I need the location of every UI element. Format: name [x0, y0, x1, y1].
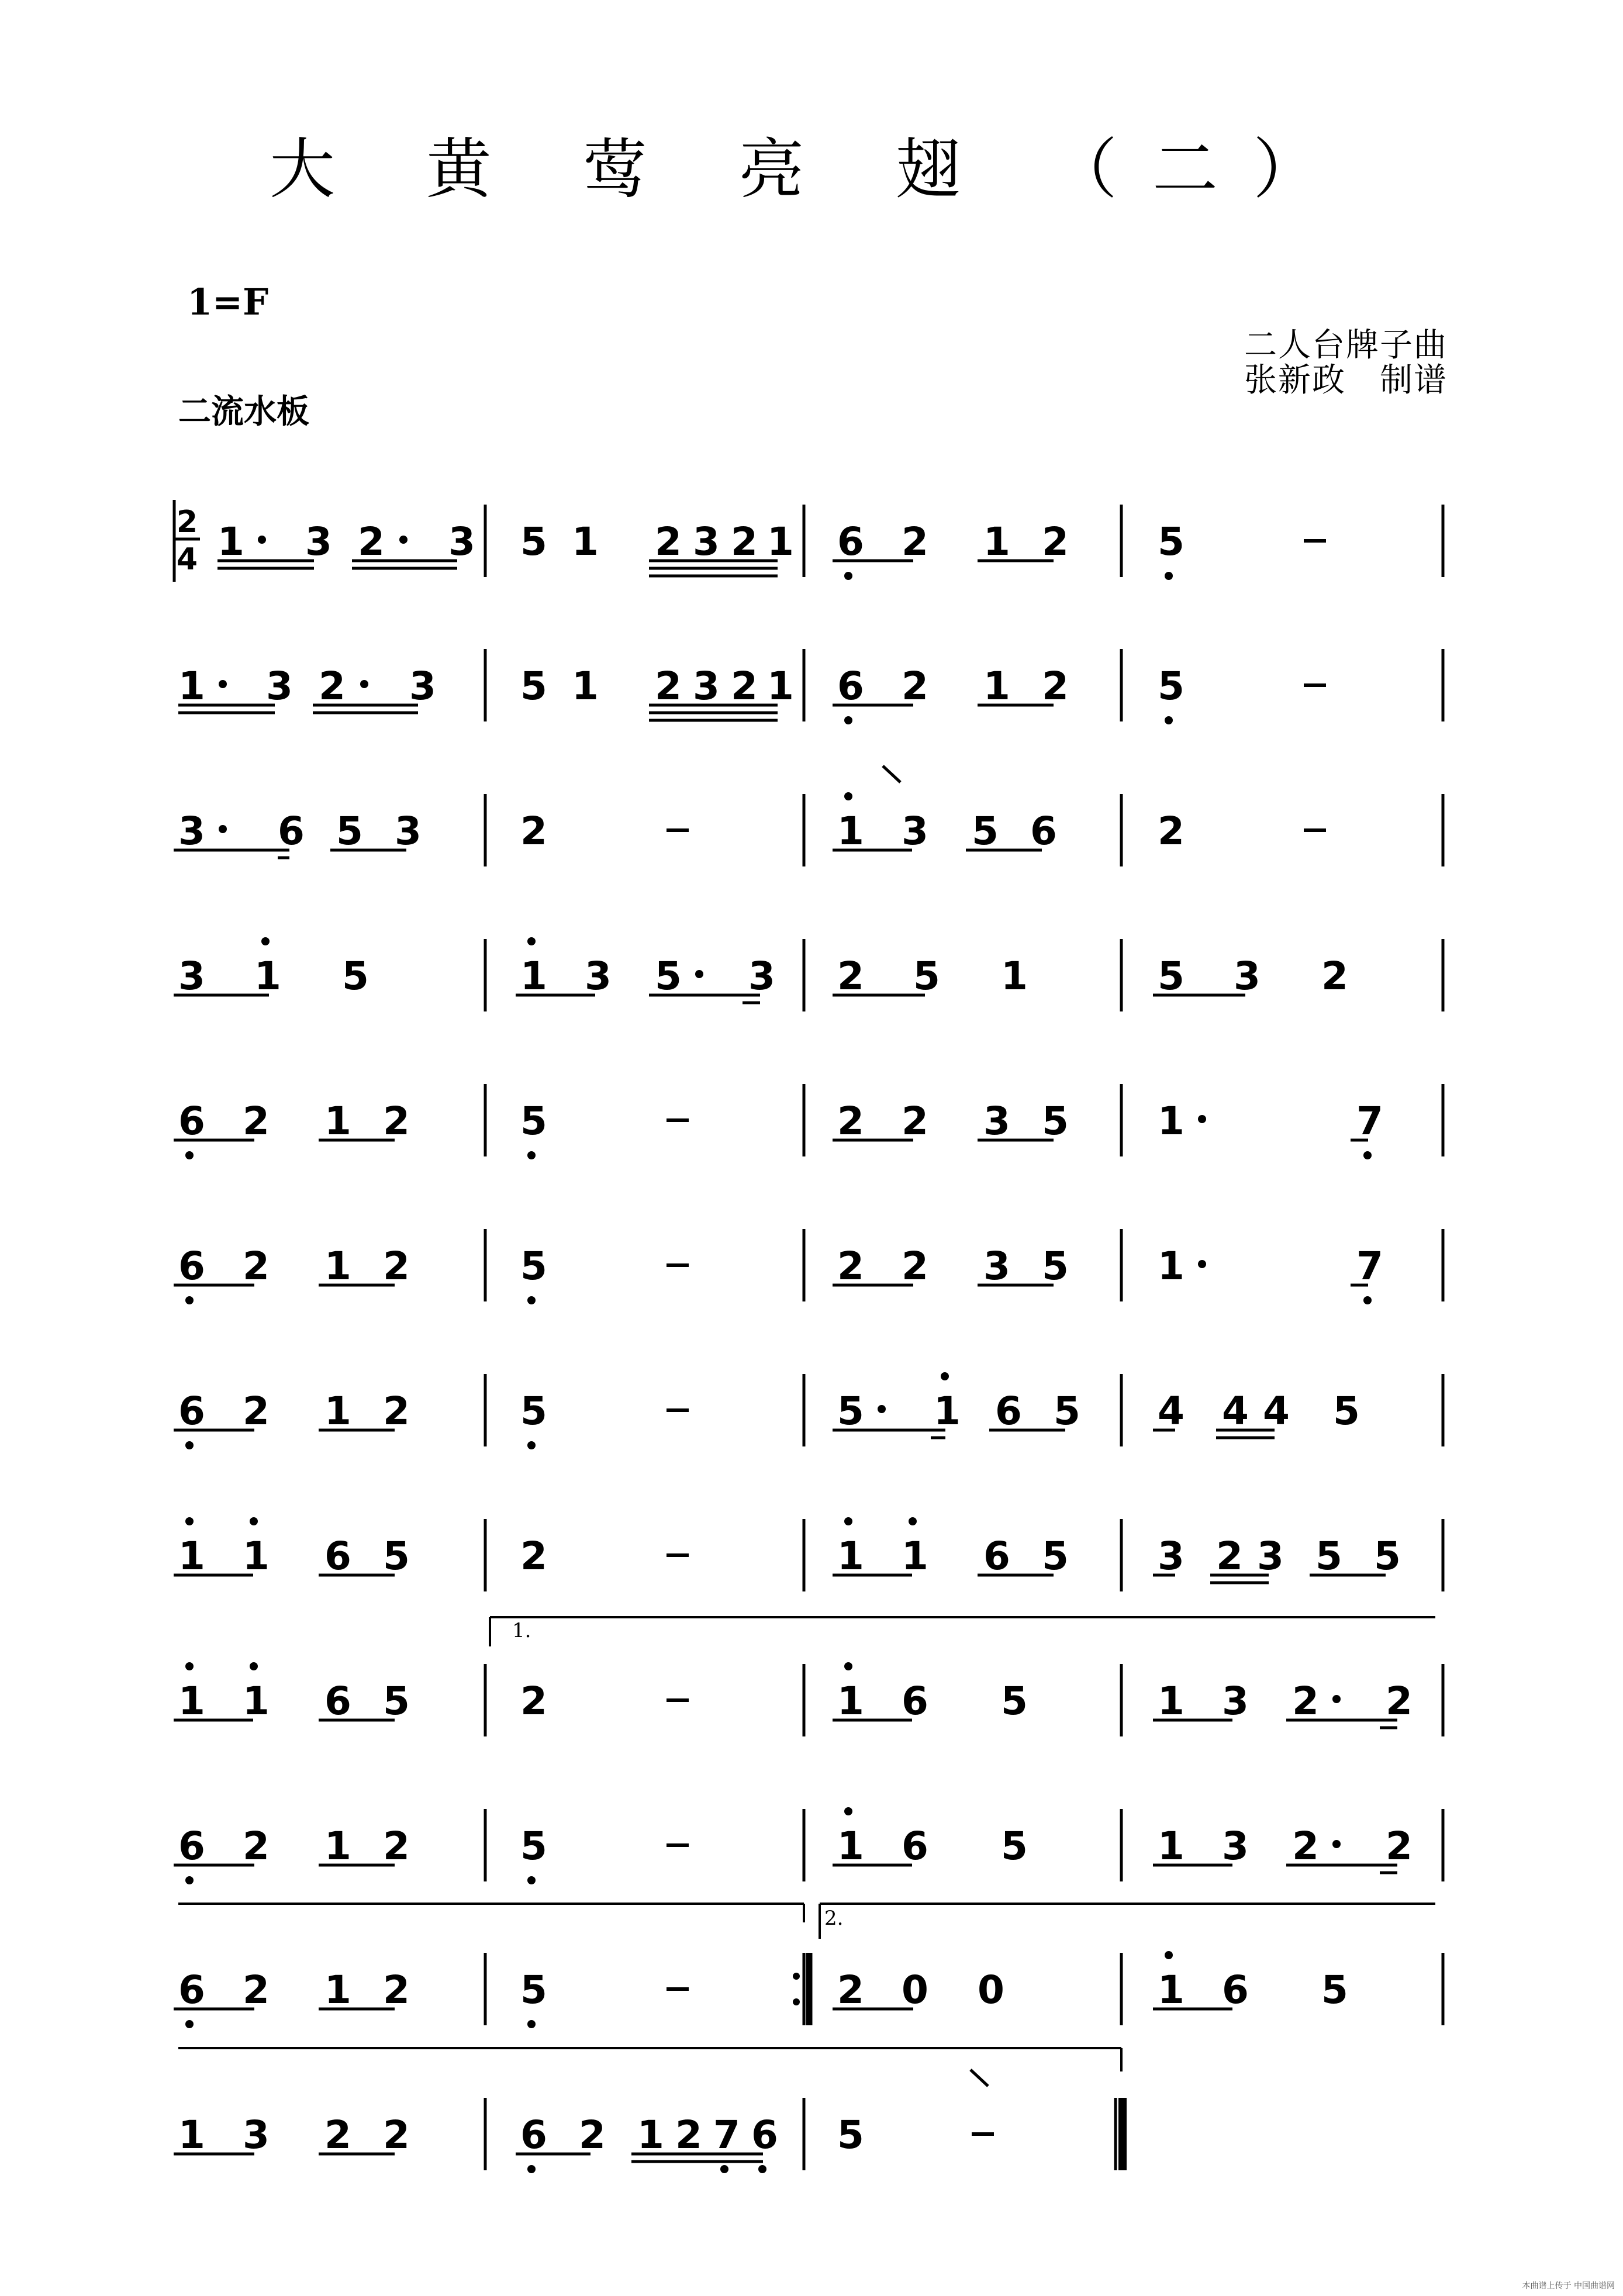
- note: 5: [1158, 664, 1185, 709]
- octave-dot-low: [527, 1441, 536, 1449]
- note: 3: [1234, 954, 1261, 999]
- note: 1: [243, 1534, 270, 1579]
- note: 1: [178, 664, 205, 709]
- augmentation-dot: [1198, 1115, 1206, 1123]
- note: 3: [305, 519, 332, 564]
- note: 1: [1158, 1824, 1185, 1869]
- note: 5: [1054, 1389, 1080, 1434]
- augmentation-dot: [219, 825, 227, 833]
- note: 5: [1321, 1967, 1348, 2012]
- note: 5: [520, 1824, 547, 1869]
- arranger-credit: 张新政 制谱: [1244, 361, 1448, 399]
- note: 6: [902, 1679, 928, 1724]
- note: 5: [1042, 1244, 1069, 1289]
- octave-dot-low: [1363, 1296, 1372, 1304]
- octave-dot-high: [250, 1662, 258, 1670]
- second-ending-label: 2.: [824, 1907, 844, 1930]
- note: 6: [324, 1534, 351, 1579]
- note: 6: [1222, 1967, 1249, 2012]
- note: 6: [902, 1824, 928, 1869]
- octave-dot-high: [261, 937, 270, 945]
- note: 2: [655, 519, 682, 564]
- octave-dot-high: [185, 1662, 194, 1670]
- note: 2: [1292, 1824, 1319, 1869]
- first-ending-label: 1.: [512, 1619, 531, 1642]
- note: 1: [178, 2112, 205, 2157]
- note: 2: [579, 2112, 606, 2157]
- note: 1: [324, 1967, 351, 2012]
- octave-dot-high: [844, 792, 852, 800]
- note: 3: [585, 954, 612, 999]
- note: 2: [243, 1244, 270, 1289]
- note: 5: [1042, 1099, 1069, 1144]
- note: 3: [1222, 1824, 1249, 1869]
- note: 2: [731, 519, 758, 564]
- octave-dot-high: [844, 1807, 852, 1815]
- octave-dot-low: [844, 716, 852, 724]
- note: 2: [383, 1389, 410, 1434]
- octave-dot-low: [185, 1876, 194, 1884]
- note: 1: [837, 1534, 864, 1579]
- note: 1: [1001, 954, 1028, 999]
- note: 6: [178, 1967, 205, 2012]
- note: 4: [1158, 1389, 1185, 1434]
- note: 5: [342, 954, 369, 999]
- note: 1: [637, 2112, 664, 2157]
- note: 5: [336, 809, 363, 854]
- note: 6: [178, 1244, 205, 1289]
- note: 6: [995, 1389, 1022, 1434]
- note: 5: [837, 2112, 864, 2157]
- note: 3: [266, 664, 293, 709]
- octave-dot-low: [185, 2020, 194, 2028]
- note: 2: [383, 2112, 410, 2157]
- octave-dot-low: [1165, 716, 1173, 724]
- note: 2: [383, 1244, 410, 1289]
- augmentation-dot: [258, 536, 266, 544]
- note: 5: [1374, 1534, 1401, 1579]
- octave-dot-low: [527, 2020, 536, 2028]
- note: 2: [902, 664, 928, 709]
- note: 0: [902, 1967, 928, 2012]
- note: 2: [243, 1389, 270, 1434]
- note: 1: [324, 1099, 351, 1144]
- note: 6: [278, 809, 305, 854]
- octave-dot-high: [941, 1372, 949, 1380]
- ornament-mark: [883, 766, 900, 782]
- time-signature-bottom: 4: [176, 542, 198, 577]
- repeat-dot: [793, 1998, 800, 2005]
- note: 1: [767, 664, 794, 709]
- note: 2: [243, 1967, 270, 2012]
- key-signature: 1=F: [187, 281, 269, 323]
- note: 2: [383, 1099, 410, 1144]
- note: 2: [324, 2112, 351, 2157]
- note: 3: [178, 954, 205, 999]
- note: 3: [448, 519, 475, 564]
- octave-dot-high: [527, 937, 536, 945]
- note: 5: [520, 1967, 547, 2012]
- octave-dot-low: [1363, 1151, 1372, 1159]
- note: 1: [837, 1824, 864, 1869]
- note: 0: [978, 1967, 1004, 2012]
- note: 5: [520, 664, 547, 709]
- octave-dot-low: [527, 2165, 536, 2173]
- note: 2: [1158, 809, 1185, 854]
- note: 2: [243, 1099, 270, 1144]
- octave-dot-high: [185, 1517, 194, 1525]
- tempo-marking: 二流水板: [178, 393, 309, 431]
- note: 4: [1263, 1389, 1290, 1434]
- note: 2: [902, 1099, 928, 1144]
- octave-dot-low: [758, 2165, 766, 2173]
- note: 3: [1158, 1534, 1185, 1579]
- note: 2: [1042, 519, 1069, 564]
- augmentation-dot: [399, 536, 408, 544]
- note: 2: [1386, 1679, 1413, 1724]
- note: 2: [1292, 1679, 1319, 1724]
- note: 1: [324, 1244, 351, 1289]
- note: 5: [972, 809, 999, 854]
- note: 6: [837, 664, 864, 709]
- augmentation-dot: [1332, 1840, 1341, 1848]
- note: 5: [1001, 1824, 1028, 1869]
- note: 6: [178, 1389, 205, 1434]
- note: 5: [1042, 1534, 1069, 1579]
- note: 2: [902, 519, 928, 564]
- note: 3: [983, 1099, 1010, 1144]
- note: 6: [1030, 809, 1057, 854]
- note: 2: [358, 519, 385, 564]
- note: 6: [178, 1099, 205, 1144]
- note: 2: [520, 1534, 547, 1579]
- note: 5: [655, 954, 682, 999]
- octave-dot-low: [527, 1296, 536, 1304]
- note: 1: [767, 519, 794, 564]
- note: 5: [1158, 519, 1185, 564]
- note: 5: [1315, 1534, 1342, 1579]
- note: 1: [572, 519, 599, 564]
- note: 3: [983, 1244, 1010, 1289]
- note: 2: [837, 954, 864, 999]
- note: 1: [934, 1389, 961, 1434]
- octave-dot-high: [250, 1517, 258, 1525]
- note: 1: [1158, 1099, 1185, 1144]
- octave-dot-high: [844, 1662, 852, 1670]
- note: 2: [731, 664, 758, 709]
- note: 2: [837, 1099, 864, 1144]
- time-signature-top: 2: [176, 505, 198, 540]
- ornament-mark: [971, 2070, 988, 2086]
- note: 2: [837, 1244, 864, 1289]
- note: 5: [383, 1534, 410, 1579]
- note: 2: [520, 809, 547, 854]
- note: 1: [983, 519, 1010, 564]
- note: 3: [178, 809, 205, 854]
- octave-dot-high: [909, 1517, 917, 1525]
- footer-watermark: 本曲谱上传于 中国曲谱网: [1522, 2281, 1615, 2291]
- note: 1: [324, 1824, 351, 1869]
- octave-dot-low: [844, 572, 852, 580]
- page-title: 大 黄 莺 亮 翅 （二）: [269, 132, 1353, 208]
- note: 5: [913, 954, 940, 999]
- note: 1: [1158, 1244, 1185, 1289]
- octave-dot-low: [185, 1296, 194, 1304]
- note: 6: [751, 2112, 778, 2157]
- note: 2: [383, 1824, 410, 1869]
- note: 5: [520, 1389, 547, 1434]
- note: 3: [902, 809, 928, 854]
- note: 2: [1216, 1534, 1243, 1579]
- octave-dot-low: [1165, 572, 1173, 580]
- note: 1: [520, 954, 547, 999]
- note: 3: [748, 954, 775, 999]
- note: 1: [178, 1679, 205, 1724]
- note: 2: [520, 1679, 547, 1724]
- note: 5: [1001, 1679, 1028, 1724]
- augmentation-dot: [219, 680, 227, 688]
- octave-dot-low: [720, 2165, 728, 2173]
- note: 3: [1257, 1534, 1284, 1579]
- note: 2: [655, 664, 682, 709]
- note: 2: [243, 1824, 270, 1869]
- note: 1: [837, 1679, 864, 1724]
- note: 2: [319, 664, 346, 709]
- augmentation-dot: [1198, 1260, 1206, 1268]
- octave-dot-low: [185, 1441, 194, 1449]
- note: 5: [520, 1244, 547, 1289]
- note: 5: [383, 1679, 410, 1724]
- note: 1: [1158, 1679, 1185, 1724]
- note: 5: [837, 1389, 864, 1434]
- note: 3: [693, 664, 720, 709]
- note: 3: [243, 2112, 270, 2157]
- note: 1: [243, 1679, 270, 1724]
- note: 6: [837, 519, 864, 564]
- note: 2: [902, 1244, 928, 1289]
- note: 1: [1158, 1967, 1185, 2012]
- note: 7: [713, 2112, 740, 2157]
- note: 2: [675, 2112, 702, 2157]
- note: 4: [1222, 1389, 1249, 1434]
- note: 5: [1333, 1389, 1360, 1434]
- octave-dot-low: [527, 1151, 536, 1159]
- note: 2: [837, 1967, 864, 2012]
- notation-lines: [174, 500, 1443, 2173]
- octave-dot-low: [527, 1876, 536, 1884]
- octave-dot-high: [844, 1517, 852, 1525]
- augmentation-dot: [695, 970, 703, 978]
- note: 6: [324, 1679, 351, 1724]
- note: 2: [1386, 1824, 1413, 1869]
- note: 5: [1158, 954, 1185, 999]
- augmentation-dot: [360, 680, 368, 688]
- augmentation-dot: [1332, 1695, 1341, 1703]
- note: 1: [983, 664, 1010, 709]
- note: 1: [837, 809, 864, 854]
- note: 7: [1356, 1244, 1383, 1289]
- note: 2: [1321, 954, 1348, 999]
- note: 6: [520, 2112, 547, 2157]
- note: 1: [902, 1534, 928, 1579]
- note: 6: [178, 1824, 205, 1869]
- note: 1: [254, 954, 281, 999]
- note: 5: [520, 1099, 547, 1144]
- note: 5: [520, 519, 547, 564]
- octave-dot-low: [185, 1151, 194, 1159]
- note: 2: [1042, 664, 1069, 709]
- note: 6: [983, 1534, 1010, 1579]
- note: 1: [178, 1534, 205, 1579]
- note: 1: [217, 519, 244, 564]
- octave-dot-high: [1165, 1951, 1173, 1959]
- note: 1: [324, 1389, 351, 1434]
- note: 1: [572, 664, 599, 709]
- composer-credit: 二人台牌子曲: [1244, 326, 1448, 364]
- note: 3: [1222, 1679, 1249, 1724]
- augmentation-dot: [878, 1405, 886, 1413]
- repeat-dot: [793, 1973, 800, 1980]
- note: 7: [1356, 1099, 1383, 1144]
- note: 2: [383, 1967, 410, 2012]
- note: 3: [395, 809, 422, 854]
- note: 3: [693, 519, 720, 564]
- note: 3: [409, 664, 436, 709]
